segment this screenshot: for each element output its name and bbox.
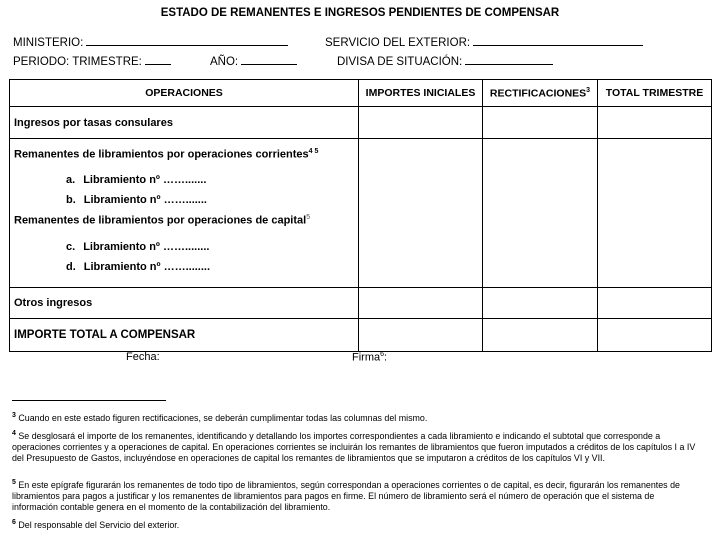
libramiento-d-letter: d.: [66, 261, 76, 273]
cell-total-importes[interactable]: [359, 319, 483, 352]
libramiento-d-text: Libramiento nº ……........: [83, 261, 211, 273]
row-corrientes-text: Remanentes de libramientos por operaciones corrientes: [14, 148, 309, 161]
divisa-field: [337, 53, 553, 68]
row-remanentes-cell: [10, 139, 359, 288]
col-rectificaciones-label: RECTIFICACIONES: [489, 87, 587, 100]
libramiento-c-letter: c.: [66, 241, 76, 253]
footnote-4: [12, 428, 702, 465]
libramiento-a-text: Libramiento nº …….......: [83, 174, 207, 186]
row-capital-label: [14, 214, 310, 227]
table-row: [10, 107, 712, 139]
ministerio-label: MINISTERIO:: [13, 37, 84, 49]
ministerio-field: [13, 34, 288, 49]
cell-total-total[interactable]: [598, 319, 712, 352]
footnote-4-text: Se desglosará el importe de los remanentes, identificando y detallando los importes correspondientes a cada libramiento e indicando el subtotal que corresponde a operaciones corrientes y a operaciones de capital. En operaciones corrientes se incluirán los remantes de libramientos que fueron imputados a créditos de los capítulos I a IV del Presupuesto de Gastos, incluyéndose en operaciones de capital los remantes de libramientos que se imputaron a créditos de los capítulos VI y VII.: [12, 430, 696, 464]
row-corrientes-footnote-ref: 4 5: [308, 148, 319, 155]
col-rectificaciones: [483, 80, 598, 107]
firma-field: [352, 351, 387, 364]
col-importes-iniciales: IMPORTES INICIALES: [359, 80, 483, 107]
cell-remanentes-total[interactable]: [598, 139, 712, 288]
cell-tasas-rectificaciones[interactable]: [483, 107, 598, 139]
footnote-5-text: En este epígrafe figurarán los remanentes de todo tipo de libramientos, según correspondan a operaciones corrientes o de capital, es decir, figurarán los remanentes de libramientos para pagos a justificar y los remanentes de libramientos para pagos en firme. El número de libramiento será el número de operación que el sistema de información contable genera en el momento de la contabilización del libramiento.: [12, 479, 680, 513]
col-total-trimestre: TOTAL TRIMESTRE: [598, 80, 712, 107]
cell-tasas-importes[interactable]: [359, 107, 483, 139]
row-capital-footnote-ref: 5: [306, 214, 311, 221]
table-row: [10, 319, 712, 352]
periodo-field: [13, 53, 171, 68]
anio-label: AÑO:: [210, 56, 239, 68]
periodo-label: PERIODO: TRIMESTRE:: [13, 56, 142, 68]
row-capital-text: Remanentes de libramientos por operaciones de capital: [14, 214, 307, 227]
servicio-field: [325, 34, 643, 49]
footnote-3-text: Cuando en este estado figuren rectificaciones, se deberán cumplimentar todas las columnas del mismo.: [18, 412, 428, 423]
footnote-4-number: 4: [12, 430, 16, 437]
servicio-input-line[interactable]: [473, 34, 643, 46]
fecha-label: Fecha:: [126, 351, 160, 363]
divisa-label: DIVISA DE SITUACIÓN:: [337, 56, 463, 68]
ministerio-input-line[interactable]: [86, 34, 288, 46]
cell-otros-total[interactable]: [598, 288, 712, 319]
row-otros-label: Otros ingresos: [10, 288, 359, 319]
row-corrientes-label: [14, 148, 318, 161]
libramiento-b: [66, 194, 207, 206]
libramiento-c: [66, 241, 209, 253]
cell-total-rectificaciones[interactable]: [483, 319, 598, 352]
servicio-label: SERVICIO DEL EXTERIOR:: [325, 37, 471, 49]
firma-label: Firma: [352, 351, 381, 364]
operations-table: [9, 79, 712, 352]
anio-field: [210, 53, 297, 68]
firma-colon: :: [384, 351, 388, 364]
libramiento-b-letter: b.: [66, 194, 76, 206]
libramiento-a-letter: a.: [66, 174, 76, 186]
cell-otros-importes[interactable]: [359, 288, 483, 319]
form-title: ESTADO DE REMANENTES E INGRESOS PENDIENTES DE COMPENSAR: [160, 7, 560, 19]
cell-remanentes-rectificaciones[interactable]: [483, 139, 598, 288]
cell-tasas-total[interactable]: [598, 107, 712, 139]
row-tasas-label: Ingresos por tasas consulares: [10, 107, 359, 139]
footnote-3: [12, 410, 702, 424]
col-operaciones: OPERACIONES: [10, 80, 359, 107]
footnote-6: [12, 517, 702, 531]
libramiento-b-text: Libramiento nº …….......: [83, 194, 207, 206]
footnote-separator: [12, 400, 166, 401]
trimestre-input-line[interactable]: [145, 53, 171, 65]
table-header-row: [10, 80, 712, 107]
cell-remanentes-importes[interactable]: [359, 139, 483, 288]
libramiento-c-text: Libramiento nº ……........: [83, 241, 210, 253]
table-row: [10, 139, 712, 288]
libramiento-a: [66, 174, 206, 186]
table-row: [10, 288, 712, 319]
footnote-3-number: 3: [12, 412, 16, 419]
footnote-6-text: Del responsable del Servicio del exterior.: [18, 519, 180, 530]
anio-input-line[interactable]: [241, 53, 297, 65]
col-rectificaciones-footnote-ref: 3: [586, 86, 591, 94]
footnote-6-number: 6: [12, 519, 16, 526]
divisa-input-line[interactable]: [465, 53, 553, 65]
footnote-5: [12, 477, 702, 514]
footnote-5-number: 5: [12, 479, 16, 486]
libramiento-d: [66, 261, 210, 273]
row-total-label: IMPORTE TOTAL A COMPENSAR: [10, 319, 359, 352]
firma-footnote-ref: 6: [380, 351, 385, 358]
cell-otros-rectificaciones[interactable]: [483, 288, 598, 319]
